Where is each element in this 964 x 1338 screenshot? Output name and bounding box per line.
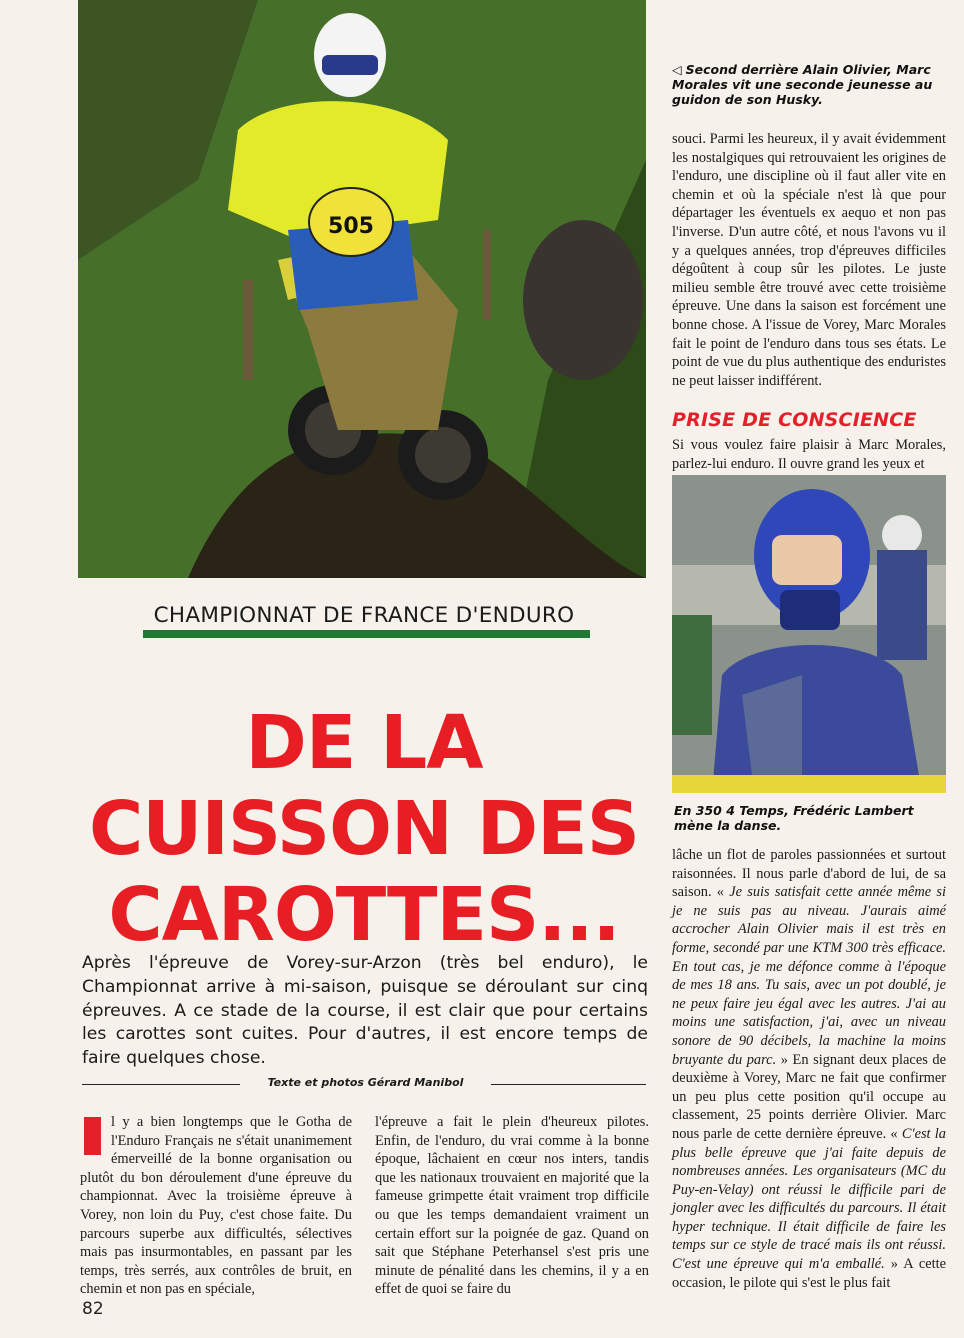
article-column-right-prise [672,436,946,473]
drop-cap-block [84,1117,101,1155]
section-heading: PRISE DE CONSCIENCE [672,409,917,431]
rider-portrait-photo [672,475,946,793]
article-column-right-bottom [672,846,946,1292]
text-run: » A cette occasion, le pilote qui s'est le plus fait [672,1256,946,1291]
bike-number-plate: 505 [328,214,374,239]
photo-caption-top [672,62,948,107]
photo-caption-bottom: En 350 4 Temps, Frédéric Lambert mène la danse. [674,803,914,833]
kicker-title: CHAMPIONNAT DE FRANCE D'ENDURO [153,603,575,628]
quote-run: C'est la plus belle épreuve que j'ai faite depuis de nombreuses années. Les organisateurs (MC du Puy-en-Velay) ont réussi le difficile pari de jongler avec les difficultés du parcours. Il était hyper technique. Il était difficile de faire les temps sur ce style de tracé mais ils ont réussi. C'est une épreuve qui m'a emballé. [672,1125,946,1273]
page-number: 82 [82,1299,104,1319]
byline-rule-right [491,1084,646,1085]
article-paragraph: l'épreuve a fait le plein d'heureux pilotes. Enfin, de l'enduro, du vrai comme à la bonne époque, lâchaient en cœur nos inters, tandis que les nationaux trouvaient en majorité que la fameuse grimpette était vraiment trop difficile ou que les temps demandaient vraiment un certain effort sur la poignée de gaz. Quand on sait que Stéphane Peterhansel s'est pris une minute de pénalité dans les chemins, il y a en effet de quoi se faire du [375,1114,649,1298]
lead-paragraph: Après l'épreuve de Vorey-sur-Arzon (très bel enduro), le Championnat arrive à mi-saison, puisque se déroulant sur cinq épreuves. A ce stade de la course, il est clair que pour certains les carottes sont cuites. Pour d'autres, il est encore temps de faire quelques chose. [82,953,648,1069]
article-paragraph: Si vous voulez faire plaisir à Marc Morales, parlez-lui enduro. Il ouvre grand les yeux et [672,437,946,472]
text-run: lâche un flot de paroles passionnées et surtout raisonnées. Il nous parle d'abord de lui, de sa saison. « [672,847,946,901]
byline: Texte et photos Gérard Manibol [267,1076,464,1089]
quote-run: Je suis satisfait cette année même si je ne suis pas au niveau. J'aurais aimé accrocher Alain Olivier mais il est très en forme, secondé par une KTM 300 très efficace. En tout cas, je me défonce comme à l'époque de mes 18 ans. Tu sais, avec un pot doublé, je ne peux faire jeu égal avec les autres. J'ai au moins une satisfaction, j'ai, avec un niveau sonore de 90 décibels, la machine la moins bruyante du parc. [672,884,946,1068]
rider-photo-illustration [672,475,946,793]
headline-line-3: CAROTTES... [108,872,620,958]
headline-line-2: CUISSON DES [88,786,640,872]
article-paragraph: souci. Parmi les heureux, il y avait évidemment les nostalgiques qui retrouvaient les origines de l'enduro, une discipline où il faut aller vite en chemin et où la spéciale n'est là que pour départager les éventuels ex aequo et non pas l'inverse. D'un autre côté, et nous l'avons vu il y a quelques années, trop d'épreuves difficiles dégoûtent à coup sûr les pilotes. Le juste milieu semble être trouvé avec cette troisième épreuve. Une dans la saison est forcément une bonne chose. A l'issue de Vorey, Marc Morales fait le point de l'enduro dans tous ses états. Le point de vue du plus authentique des enduristes ne peut laisser indifférent. [672,131,946,389]
byline-rule-left [82,1084,240,1085]
article-column-middle [375,1113,649,1299]
kicker-underline [143,630,590,638]
article-paragraph [672,846,946,1292]
headline-line-1: DE LA [245,700,483,786]
article-column-right-top [672,130,946,390]
article-column-left [80,1113,352,1299]
caption-triangle-icon: ◁ [672,62,682,77]
article-paragraph: l y a bien longtemps que le Gotha de l'Enduro Français ne s'était unanimement émerveillé de la bonne organisation ou plutôt du bon déroulement d'une épreuve du championnat. Avec la troisième épreuve à Vorey, non loin du Puy, c'est chose faite. Du parcours superbe aux difficultés, sélectives mais pas insurmontables, en passant par les temps, très serrés, aux contrôles de bruit, en chemin et non pas en spéciale, [80,1114,352,1298]
main-photo-enduro-rider [78,0,646,578]
byline-row [80,1076,648,1092]
main-photo-illustration [78,0,646,578]
headline [80,700,648,958]
text-run: » En signant deux places de deuxième à Vorey, Marc ne fait que confirmer un peu plus cette position qu'il occupe au classement, 25 points derrière Olivier. Marc nous parle de cette dernière épreuve. « [672,1051,946,1142]
caption-top-text: Second derrière Alain Olivier, Marc Morales vit une seconde jeunesse au guidon de son Husky. [672,62,933,107]
